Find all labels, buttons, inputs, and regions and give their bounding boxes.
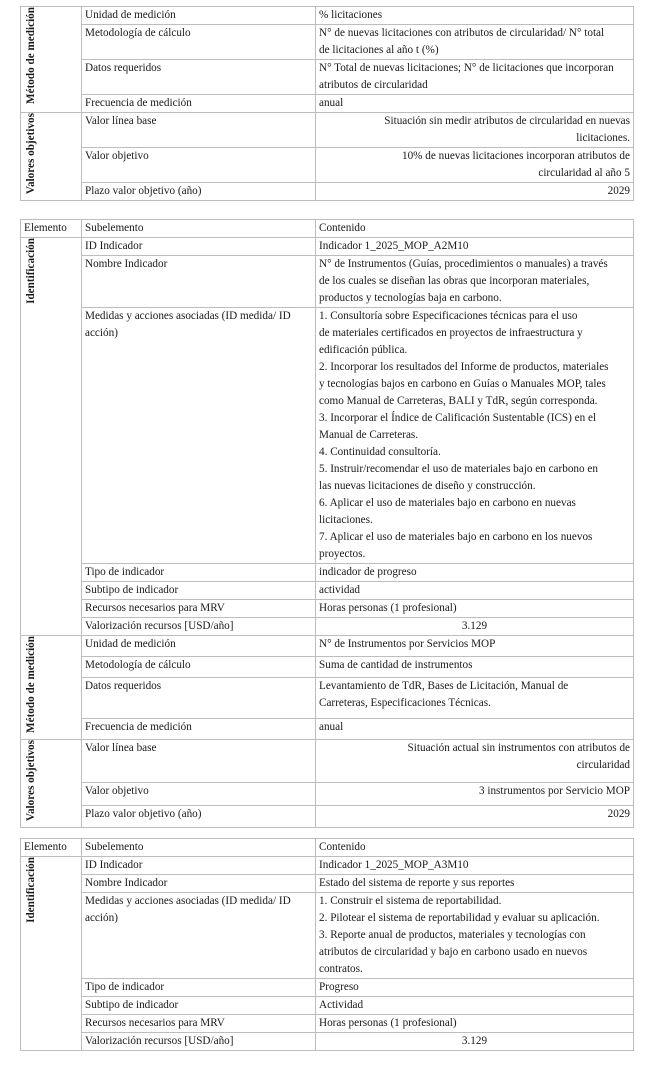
table-row	[21, 857, 634, 875]
section-label-identificacion: Identificación	[21, 238, 82, 636]
content-cell: Levantamiento de TdR, Bases de Licitación, Manual de Carreteras, Especificaciones Técnicas.	[316, 678, 634, 719]
subelement-cell: Datos requeridos	[82, 60, 316, 95]
content-cell: 3 instrumentos por Servicio MOP	[316, 783, 634, 805]
subelement-cell: Frecuencia de medición	[82, 95, 316, 113]
content-cell: Progreso	[316, 979, 634, 997]
content-cell: actividad	[316, 582, 634, 600]
header-contenido: Contenido	[316, 839, 634, 857]
subelement-cell: Tipo de indicador	[82, 564, 316, 582]
table-row	[21, 875, 634, 893]
subelement-cell: Recursos necesarios para MRV	[82, 1015, 316, 1033]
indicator-table-a2m10	[20, 219, 634, 828]
table-row	[21, 582, 634, 600]
subelement-cell: Valor línea base	[82, 739, 316, 782]
table-row	[21, 256, 634, 308]
content-cell: Indicador 1_2025_MOP_A2M10	[316, 238, 634, 256]
section-label-metodo: Método de medición	[21, 636, 82, 740]
subelement-cell: Nombre Indicador	[82, 875, 316, 893]
content-cell: Indicador 1_2025_MOP_A3M10	[316, 857, 634, 875]
table-row	[21, 7, 634, 25]
table-row	[21, 636, 634, 657]
subelement-cell: Valorización recursos [USD/año]	[82, 618, 316, 636]
table-row	[21, 238, 634, 256]
table-row	[21, 60, 634, 95]
table-row	[21, 657, 634, 678]
subelement-cell: Recursos necesarios para MRV	[82, 600, 316, 618]
subelement-cell: Tipo de indicador	[82, 979, 316, 997]
section-label-metodo: Método de medición	[21, 7, 82, 113]
indicator-table-a3m10	[20, 838, 634, 1051]
header-elemento: Elemento	[21, 220, 82, 238]
content-cell: Estado del sistema de reporte y sus reportes	[316, 875, 634, 893]
table-row	[21, 25, 634, 60]
table-row	[21, 113, 634, 148]
table-row	[21, 148, 634, 183]
subelement-cell: Medidas y acciones asociadas (ID medida/ ID acción)	[82, 308, 316, 564]
subelement-cell: Unidad de medición	[82, 7, 316, 25]
subelement-cell: Nombre Indicador	[82, 256, 316, 308]
subelement-cell: Valor línea base	[82, 113, 316, 148]
subelement-cell: Datos requeridos	[82, 678, 316, 719]
subelement-cell: Subtipo de indicador	[82, 582, 316, 600]
subelement-cell: Plazo valor objetivo (año)	[82, 183, 316, 201]
section-label-identificacion: Identificación	[21, 857, 82, 1051]
table-row	[21, 718, 634, 739]
content-cell: Horas personas (1 profesional)	[316, 600, 634, 618]
table-row	[21, 95, 634, 113]
table-row	[21, 783, 634, 805]
indicator-table-continuation	[20, 6, 634, 201]
content-cell: anual	[316, 95, 634, 113]
header-subelemento: Subelemento	[82, 220, 316, 238]
section-label-valores: Valores objetivos	[21, 113, 82, 201]
table-row	[21, 739, 634, 782]
content-cell: 1. Consultoría sobre Especificaciones técnicas para el uso de materiales certificados en proyectos de infraestructura y edificación pública. 2. Incorporar los resultados del Informe de productos, materiales y tecnologías bajos en carbono en Guías o Manuales MOP, tales como Manual de Carreteras, BALI y TdR, según corresponda. 3. Incorporar el Índice de Calificación Sustentable (ICS) en el Manual de Carreteras. 4. Continuidad consultoría. 5. Instruir/recomendar el uso de materiales bajo en carbono en las nuevas licitaciones de diseño y construcción. 6. Aplicar el uso de materiales bajo en carbono en nuevas licitaciones. 7. Aplicar el uso de materiales bajo en carbono en los nuevos proyectos.	[316, 308, 634, 564]
table-row	[21, 893, 634, 979]
table-header-row	[21, 220, 634, 238]
header-contenido: Contenido	[316, 220, 634, 238]
subelement-cell: Metodología de cálculo	[82, 25, 316, 60]
table-row	[21, 678, 634, 719]
header-elemento: Elemento	[21, 839, 82, 857]
content-cell: anual	[316, 718, 634, 739]
subelement-cell: ID Indicador	[82, 857, 316, 875]
table-row	[21, 618, 634, 636]
table-row	[21, 997, 634, 1015]
subelement-cell: Frecuencia de medición	[82, 718, 316, 739]
subelement-cell: Plazo valor objetivo (año)	[82, 805, 316, 827]
content-cell: indicador de progreso	[316, 564, 634, 582]
content-cell: N° Total de nuevas licitaciones; N° de licitaciones que incorporan atributos de circularidad	[316, 60, 634, 95]
table-row	[21, 308, 634, 564]
header-subelemento: Subelemento	[82, 839, 316, 857]
subelement-cell: Medidas y acciones asociadas (ID medida/ ID acción)	[82, 893, 316, 979]
subelement-cell: ID Indicador	[82, 238, 316, 256]
content-cell: Suma de cantidad de instrumentos	[316, 657, 634, 678]
table-row	[21, 564, 634, 582]
subelement-cell: Subtipo de indicador	[82, 997, 316, 1015]
subelement-cell: Valor objetivo	[82, 148, 316, 183]
content-cell: Situación actual sin instrumentos con atributos de circularidad	[316, 739, 634, 782]
content-cell: 1. Construir el sistema de reportabilidad. 2. Pilotear el sistema de reportabilidad y evaluar su aplicación. 3. Reporte anual de productos, materiales y tecnologías con atributos de circularidad y bajo en carbono usado en nuevos contratos.	[316, 893, 634, 979]
content-cell: 3.129	[316, 618, 634, 636]
content-cell: Horas personas (1 profesional)	[316, 1015, 634, 1033]
content-cell: 3.129	[316, 1033, 634, 1051]
content-cell: % licitaciones	[316, 7, 634, 25]
content-cell: N° de nuevas licitaciones con atributos de circularidad/ N° total de licitaciones al año t (%)	[316, 25, 634, 60]
subelement-cell: Unidad de medición	[82, 636, 316, 657]
content-cell: N° de Instrumentos (Guías, procedimientos o manuales) a través de los cuales se diseñan las obras que incorporan materiales, productos y tecnologías baja en carbono.	[316, 256, 634, 308]
table-row	[21, 600, 634, 618]
content-cell: Situación sin medir atributos de circularidad en nuevas licitaciones.	[316, 113, 634, 148]
content-cell: Actividad	[316, 997, 634, 1015]
table-row	[21, 805, 634, 827]
table-row	[21, 1033, 634, 1051]
content-cell: N° de Instrumentos por Servicios MOP	[316, 636, 634, 657]
content-cell: 10% de nuevas licitaciones incorporan atributos de circularidad al año 5	[316, 148, 634, 183]
table-header-row	[21, 839, 634, 857]
content-cell: 2029	[316, 183, 634, 201]
content-cell: 2029	[316, 805, 634, 827]
table-row	[21, 1015, 634, 1033]
subelement-cell: Valor objetivo	[82, 783, 316, 805]
subelement-cell: Valorización recursos [USD/año]	[82, 1033, 316, 1051]
section-label-valores: Valores objetivos	[21, 739, 82, 827]
subelement-cell: Metodología de cálculo	[82, 657, 316, 678]
table-row	[21, 183, 634, 201]
table-row	[21, 979, 634, 997]
